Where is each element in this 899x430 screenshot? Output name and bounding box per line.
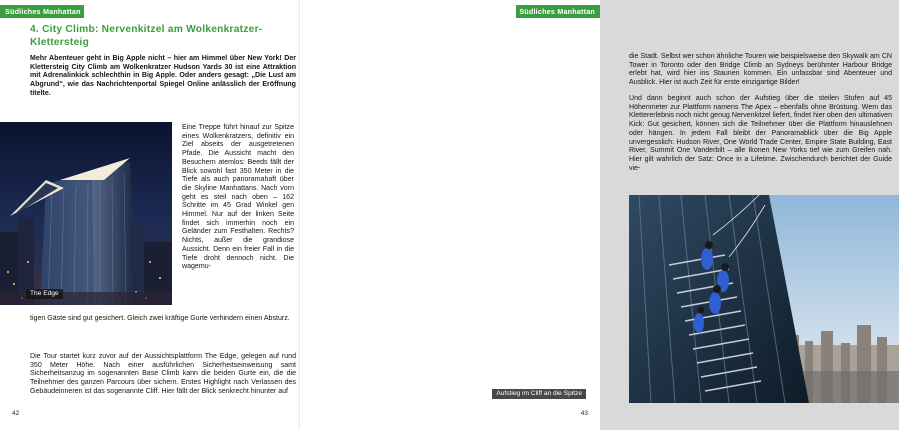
the-edge-photo <box>0 122 172 305</box>
photo-caption-left: The Edge <box>26 289 63 299</box>
apex-paragraph: Und dann beginnt auch schon der Aufstieg über die steilen Stufen auf 45 Höhenmeter zur Plattform namens The Apex – ebenfalls ohne Brüstung. Wem das Klettererlebnis noch nicht genug Nervenkitzel liefert, findet hier oben den ultimativen Kick: Gut gesichert, können sich die Teilnehmer über die Plattform hinauslehnen oder hängen. In jedem Fall bleibt der Panoramablick über die Big Apple unvergesslich: Hudson River, One World Trade Center, Empire State Building, East River, Summit One Vanderbilt – alle Ikonen New Yorks tief wie zum Greifen nah. Hier gilt wahrlich der Satz: Once in a Lifetime. Zwischendurch berichtet der Guide vie- <box>629 95 892 172</box>
left-page <box>0 0 300 430</box>
page-number-right: 43 <box>580 410 588 417</box>
page-number-left: 42 <box>12 410 20 417</box>
article-title-text: 4. City Climb: Nervenkitzel am Wolkenkratzer-Klettersteig <box>30 24 263 48</box>
right-page <box>300 0 892 430</box>
right-top-paragraph: die Stadt. Selbst wer schon ähnliche Touren wie beispielsweise den Skywalk am CN Tower in Toronto oder den Bridge Climb an Sydneys berühmter Harbour Bridge erlebt hat, wird hier ins Staunen kommen. Ein unfassbar sind Abenteuer und Ausblick. Hier ist auch Zeit für erste einzigartige Bilder! <box>629 53 892 87</box>
intro-paragraph: Mehr Abenteuer geht in Big Apple nicht – hier am Himmel über New York! Der Klettersteig City Climb am Wolkenkratzer Hudson Yards 30 ist eine Attraktion mit Adrenalinkick schlechthin in Big Apple. Oder anders gesagt: „Die Lust am Abgrund“, wie das Nachrichtenportal Spiegel Online anlässlich der Eröffnung titelte. <box>30 55 296 97</box>
article-title <box>30 24 295 49</box>
photo-caption-right: Aufstieg im Cliff an die Spitze <box>492 389 586 399</box>
running-head-left: Südliches Manhattan <box>0 5 84 18</box>
running-head-right: Südliches Manhattan <box>516 5 600 18</box>
narrow-column-paragraph: Eine Treppe führt hinauf zur Spitze eines Wolkenkratzers, definitiv ein Ziel abseits der ausgetretenen Pfade. Die Aussicht macht den Besuchern atemlos: Beeds fällt der Blick sowohl fast 350 Meter in die Tiefe als auch panoramahaft über die Skyline Manhattans. Nach vorn geht es steil nach oben – 162 Schritte im 45 Grad Winkel gen Himmel. Nur auf der linken Seite findet sich immerhin noch ein Geländer zum Festhalten. Rechts? Nichts, außer die grandiose Aussicht. Denn ein freier Fall in die Tiefe droht dennoch nicht. Die wagemu- <box>182 124 294 271</box>
continued-paragraph: tigen Gäste sind gut gesichert. Gleich zwei kräftige Gurte verhindern einen Absturz. <box>30 315 290 322</box>
tour-paragraph: Die Tour startet kurz zuvor auf der Aussichtsplattform The Edge, gelegen auf rund 350 Meter Höhe. Nach einer ausführlichen Sicherheitseinweisung samt Sicherheitsanzug im sogenannten Base Climb kann die beiden Gurte ein, die die Teilnehmer des ganzen Parcours über sichern. Erstes Highlight nach Verlassen des Gebäudeinneren ist das sogenannte Cliff. Hier fällt der Blick senkrecht hinunter auf <box>30 353 296 395</box>
city-climb-photo <box>629 195 899 403</box>
